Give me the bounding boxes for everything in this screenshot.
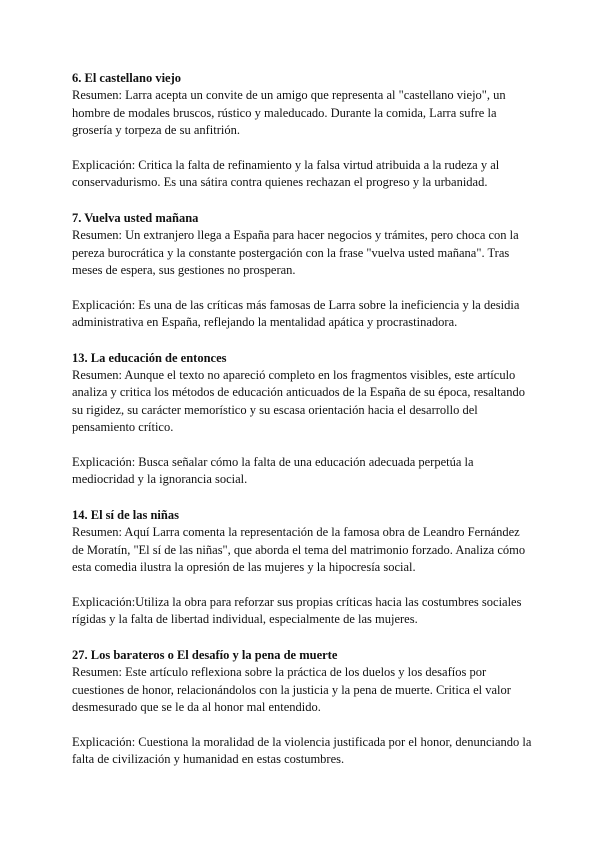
- explicacion-paragraph: Explicación: Critica la falta de refinamiento y la falsa virtud atribuida a la rudeza y al conservadurismo. Es una sátira contra quienes rechazan el progreso y la urbanidad.: [72, 158, 500, 190]
- document-page: [72, 70, 532, 787]
- resumen-paragraph: Resumen: Este artículo reflexiona sobre la práctica de los duelos y los desafíos por cuestiones de honor, relacionándolos con la justicia y la pena de muerte. Critica el valor desmesurado que se le da al honor mal entendido.: [72, 665, 511, 714]
- resumen-paragraph: Resumen: Larra acepta un convite de un amigo que representa al "castellano viejo", un hombre de modales bruscos, rústico y maleducado. Durante la comida, Larra sufre la grosería y torpeza de su anfitrión.: [72, 88, 506, 138]
- section-educacion-de-entonces: [72, 350, 532, 489]
- section-title: 14. El sí de las niñas: [72, 507, 179, 522]
- explicacion-paragraph: Explicación: Cuestiona la moralidad de la violencia justificada por el honor, denunciando la falta de civilización y humanidad en estas costumbres.: [72, 734, 532, 767]
- section-title: 27. Los barateros o El desafío y la pena de muerte: [72, 647, 338, 662]
- section-vuelva-usted-manana: [72, 210, 532, 332]
- section-los-barateros: [72, 647, 532, 769]
- section-castellano-viejo: [72, 70, 532, 192]
- section-title: 13. La educación de entonces: [72, 350, 227, 365]
- section-title: 7. Vuelva usted mañana: [72, 210, 199, 225]
- explicacion-paragraph: Explicación: Es una de las críticas más famosas de Larra sobre la ineficiencia y la desidia administrativa en España, reflejando la mentalidad apática y procrastinadora.: [72, 297, 520, 330]
- explicacion-paragraph: Explicación:Utiliza la obra para reforzar sus propias críticas hacia las costumbres sociales rígidas y la falta de libertad individual, especialmente de las mujeres.: [72, 594, 522, 627]
- section-title: 6. El castellano viejo: [72, 71, 182, 85]
- resumen-paragraph: Resumen: Aunque el texto no apareció completo en los fragmentos visibles, este artículo analiza y critica los métodos de educación anticuados de la España de su época, resaltando su rigidez, su carácter memorístico y su escasa orientación hacia el desarrollo del pensamiento crítico.: [72, 368, 525, 435]
- resumen-paragraph: Resumen: Aquí Larra comenta la representación de la famosa obra de Leandro Fernández de Moratín, "El sí de las niñas", que aborda el tema del matrimonio forzado. Analiza cómo esta comedia ilustra la opresión de las mujeres y la hipocresía social.: [72, 525, 526, 575]
- resumen-paragraph: Resumen: Un extranjero llega a España para hacer negocios y trámites, pero choca con la pereza burocrática y la constante postergación con la frase "vuelva usted mañana". Tras meses de espera, sus gestiones no prosperan.: [72, 228, 519, 278]
- section-si-de-las-ninas: [72, 507, 532, 629]
- explicacion-paragraph: Explicación: Busca señalar cómo la falta de una educación adecuada perpetúa la mediocridad y la ignorancia social.: [72, 455, 474, 487]
